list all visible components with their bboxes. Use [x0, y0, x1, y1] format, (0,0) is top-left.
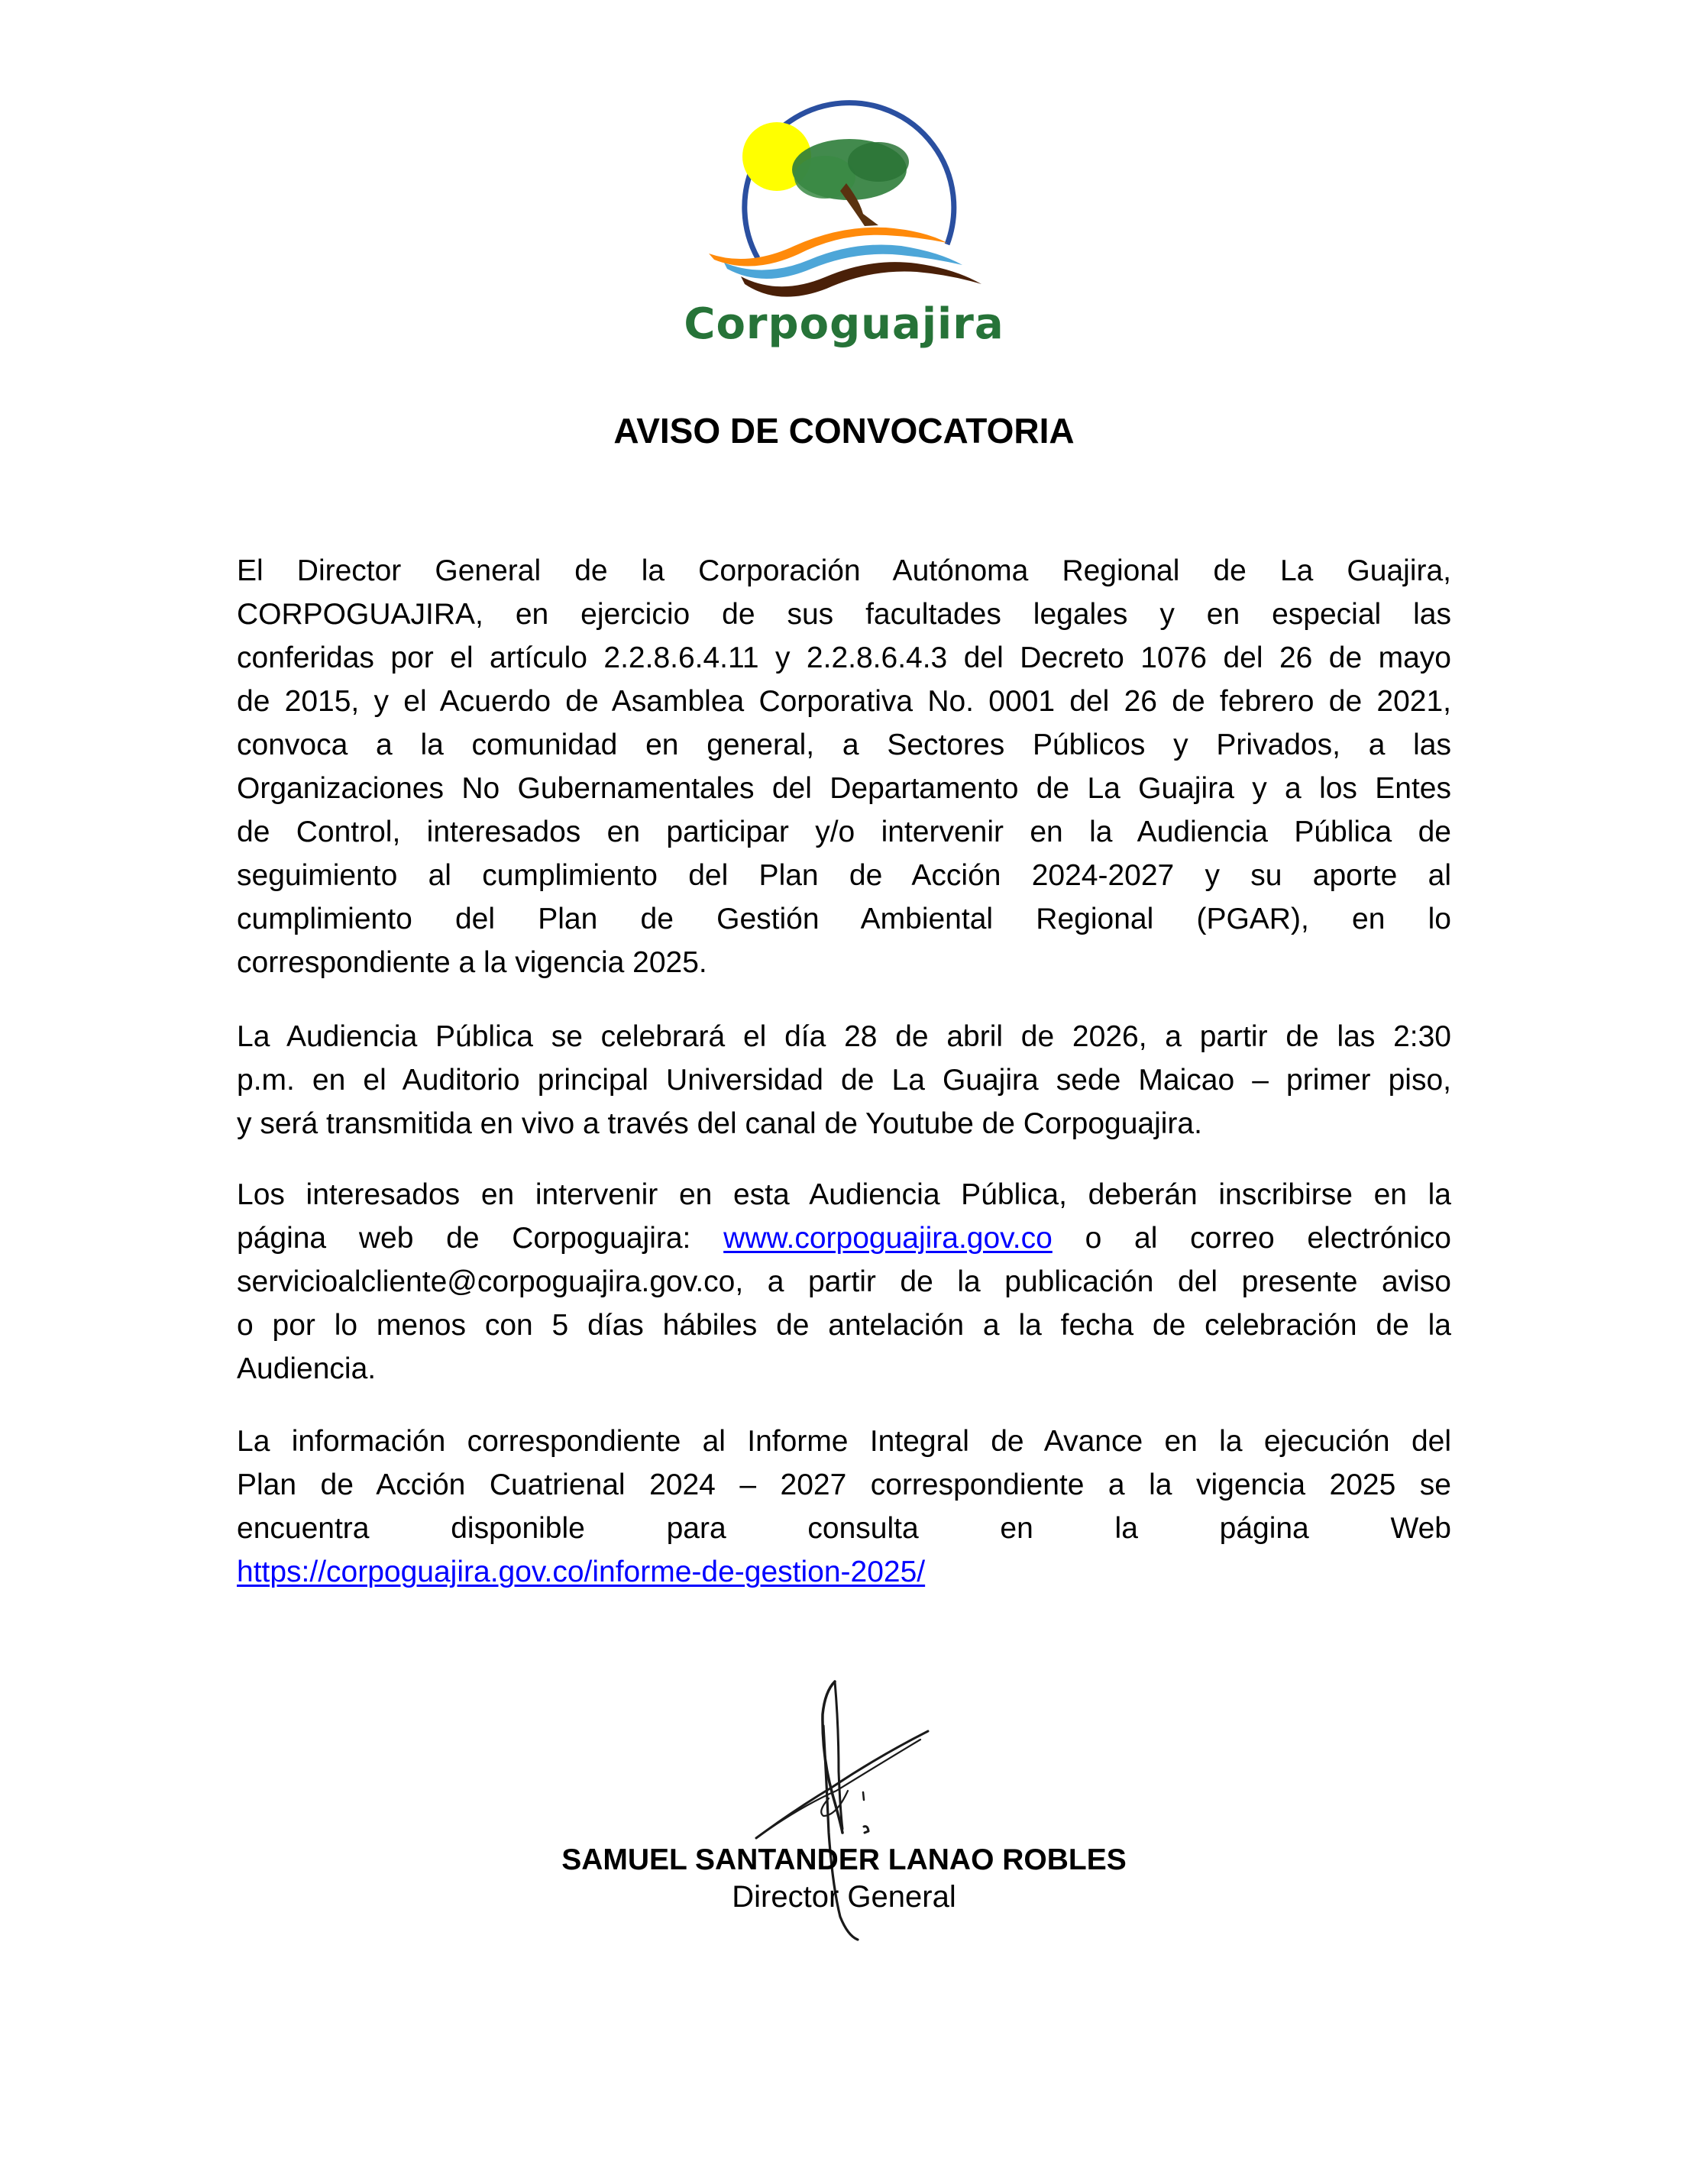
text-line: o por lo menos con 5 días hábiles de antelación a la fecha de celebración de la	[237, 1309, 1451, 1342]
text-line: servicioalcliente@corpoguajira.gov.co, a partir de la publicación del presente aviso	[237, 1265, 1451, 1298]
text-line: Audiencia.	[237, 1352, 377, 1385]
paragraph-registration	[237, 1173, 1451, 1391]
paragraph-report-info	[237, 1420, 1451, 1594]
paragraph-convocation	[237, 549, 1451, 984]
text-line: p.m. en el Auditorio principal Universidad de La Guajira sede Maicao – primer piso,	[237, 1064, 1451, 1097]
text-line	[237, 1550, 1451, 1594]
text-line: Plan de Acción Cuatrienal 2024 – 2027 correspondiente a la vigencia 2025 se	[237, 1468, 1451, 1501]
logo-wordmark: Corpoguajira	[684, 299, 1004, 349]
text-segment: o al correo electrónico	[1085, 1222, 1451, 1255]
text-line: La Audiencia Pública se celebrará el día 28 de abril de 2026, a partir de las 2:30	[237, 1020, 1451, 1053]
text-line: CORPOGUAJIRA, en ejercicio de sus facultades legales y en especial las	[237, 598, 1451, 631]
text-line: seguimiento al cumplimiento del Plan de Acción 2024-2027 y su aporte al	[237, 859, 1451, 892]
text-line: La información correspondiente al Informe Integral de Avance en la ejecución del	[237, 1425, 1451, 1458]
signatory-name: SAMUEL SANTANDER LANAO ROBLES	[561, 1843, 1127, 1876]
text-line: de 2015, y el Acuerdo de Asamblea Corporativa No. 0001 del 26 de febrero de 2021,	[237, 685, 1451, 718]
text-segment: página web de Corpoguajira:	[237, 1222, 691, 1255]
document-title: AVISO DE CONVOCATORIA	[613, 411, 1075, 451]
text-line: El Director General de la Corporación Autónoma Regional de La Guajira,	[237, 554, 1451, 587]
text-line: y será transmitida en vivo a través del canal de Youtube de Corpoguajira.	[237, 1107, 1202, 1140]
paragraph-event-details	[237, 1015, 1451, 1145]
text-line: convoca a la comunidad en general, a Sectores Públicos y Privados, a las	[237, 729, 1451, 761]
signatory-role: Director General	[732, 1880, 956, 1914]
logo-tree	[792, 139, 909, 226]
logo-wave-brown	[741, 262, 981, 297]
text-line: Los interesados en intervenir en esta Audiencia Pública, deberán inscribirse en la	[237, 1178, 1451, 1211]
text-line	[237, 1216, 1451, 1260]
text-line: Organizaciones No Gubernamentales del Departamento de La Guajira y a los Entes	[237, 772, 1451, 805]
text-line: cumplimiento del Plan de Gestión Ambiental Regional (PGAR), en lo	[237, 903, 1451, 935]
text-line: conferidas por el artículo 2.2.8.6.4.11 y 2.2.8.6.4.3 del Decreto 1076 del 26 de mayo	[237, 641, 1451, 674]
website-link[interactable]: www.corpoguajira.gov.co	[723, 1222, 1053, 1255]
report-link[interactable]: https://corpoguajira.gov.co/informe-de-gestion-2025/	[237, 1556, 926, 1588]
text-line: de Control, interesados en participar y/o intervenir en la Audiencia Pública de	[237, 816, 1451, 848]
text-line: encuentra disponible para consulta en la página Web	[237, 1512, 1451, 1545]
text-line: correspondiente a la vigencia 2025.	[237, 946, 707, 979]
